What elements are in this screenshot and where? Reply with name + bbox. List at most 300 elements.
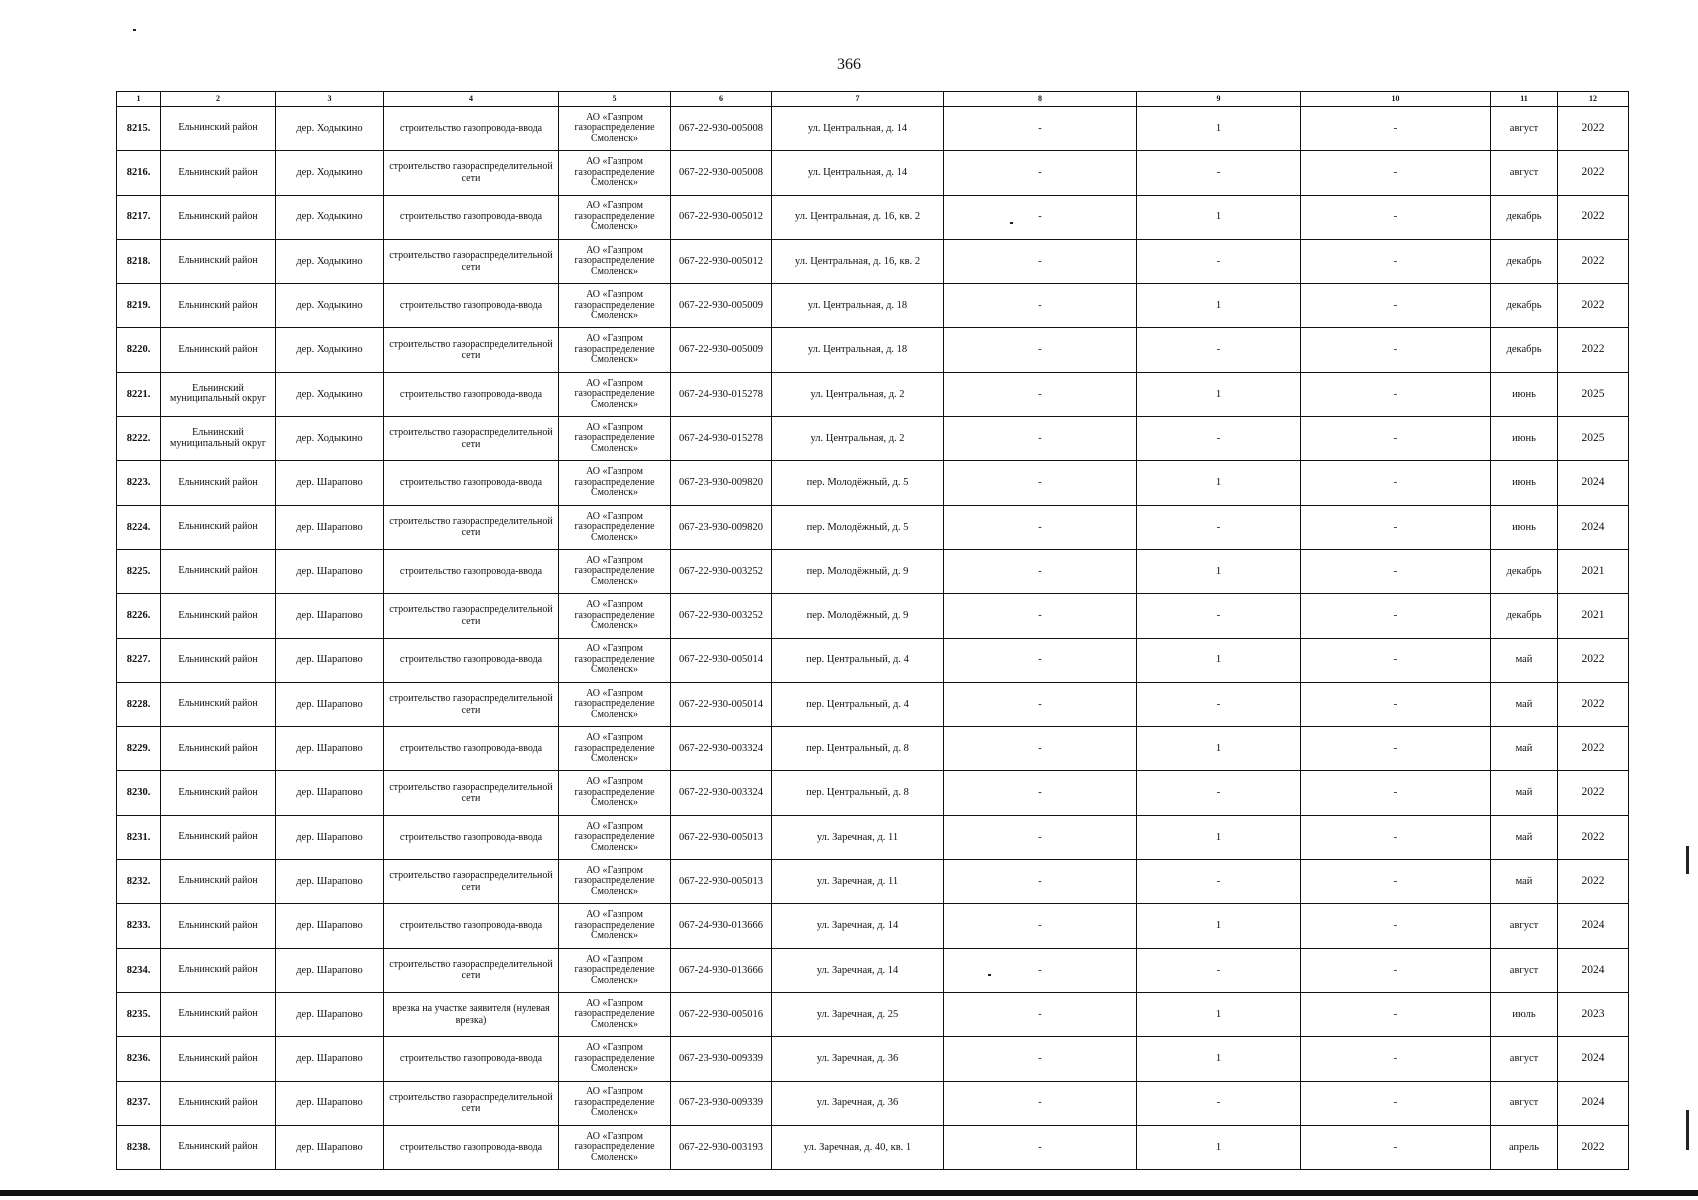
cell-address: пер. Молодёжный, д. 5: [772, 461, 944, 505]
cell-district: Ельнинский район: [161, 239, 276, 283]
cell-col-9-value: 1: [1137, 107, 1301, 151]
cell-settlement: дер. Шарапово: [276, 727, 384, 771]
cell-col-8-value: -: [944, 284, 1137, 328]
cell-application-number: 067-22-930-005016: [671, 992, 772, 1036]
table-row: [117, 1125, 1629, 1169]
cell-row-number: 8219.: [117, 284, 161, 328]
column-number-3: 3: [276, 92, 384, 107]
cell-col-10-value: -: [1301, 461, 1491, 505]
cell-organization: АО «Газпром газораспределение Смоленск»: [559, 992, 671, 1036]
column-number-10: 10: [1301, 92, 1491, 107]
cell-settlement: дер. Шарапово: [276, 948, 384, 992]
cell-month: июнь: [1491, 461, 1558, 505]
cell-col-9-value: -: [1137, 505, 1301, 549]
cell-month: август: [1491, 107, 1558, 151]
cell-month: декабрь: [1491, 195, 1558, 239]
cell-month: июль: [1491, 992, 1558, 1036]
cell-col-8-value: -: [944, 727, 1137, 771]
cell-district: Ельнинский район: [161, 151, 276, 195]
cell-col-8-value: -: [944, 505, 1137, 549]
cell-col-8-value: -: [944, 860, 1137, 904]
cell-col-8-value: -: [944, 549, 1137, 593]
cell-district: Ельнинский район: [161, 815, 276, 859]
table-row: [117, 417, 1629, 461]
cell-organization: АО «Газпром газораспределение Смоленск»: [559, 771, 671, 815]
cell-row-number: 8223.: [117, 461, 161, 505]
cell-row-number: 8238.: [117, 1125, 161, 1169]
cell-col-10-value: -: [1301, 417, 1491, 461]
registry-table: [116, 91, 1629, 1170]
cell-col-8-value: -: [944, 682, 1137, 726]
cell-year: 2025: [1558, 417, 1629, 461]
cell-settlement: дер. Ходыкино: [276, 328, 384, 372]
table-row: [117, 328, 1629, 372]
table-row: [117, 505, 1629, 549]
column-number-5: 5: [559, 92, 671, 107]
cell-organization: АО «Газпром газораспределение Смоленск»: [559, 328, 671, 372]
cell-address: пер. Центральный, д. 4: [772, 638, 944, 682]
cell-address: ул. Заречная, д. 36: [772, 1037, 944, 1081]
cell-col-8-value: -: [944, 904, 1137, 948]
table-row: [117, 372, 1629, 416]
table-row: [117, 815, 1629, 859]
cell-settlement: дер. Шарапово: [276, 771, 384, 815]
cell-organization: АО «Газпром газораспределение Смоленск»: [559, 239, 671, 283]
cell-month: май: [1491, 815, 1558, 859]
cell-address: ул. Центральная, д. 16, кв. 2: [772, 239, 944, 283]
cell-col-8-value: -: [944, 372, 1137, 416]
cell-month: август: [1491, 1081, 1558, 1125]
cell-organization: АО «Газпром газораспределение Смоленск»: [559, 1125, 671, 1169]
cell-district: Ельнинский район: [161, 328, 276, 372]
cell-col-10-value: -: [1301, 594, 1491, 638]
cell-organization: АО «Газпром газораспределение Смоленск»: [559, 904, 671, 948]
cell-settlement: дер. Шарапово: [276, 549, 384, 593]
cell-row-number: 8225.: [117, 549, 161, 593]
cell-district: Ельнинский район: [161, 904, 276, 948]
cell-application-number: 067-23-930-009339: [671, 1037, 772, 1081]
cell-col-10-value: -: [1301, 682, 1491, 726]
scan-edge-mark: [1686, 1110, 1689, 1150]
cell-col-8-value: -: [944, 461, 1137, 505]
cell-organization: АО «Газпром газораспределение Смоленск»: [559, 1037, 671, 1081]
cell-row-number: 8227.: [117, 638, 161, 682]
cell-col-9-value: 1: [1137, 1037, 1301, 1081]
cell-organization: АО «Газпром газораспределение Смоленск»: [559, 594, 671, 638]
cell-year: 2024: [1558, 1037, 1629, 1081]
page-number: 366: [837, 56, 861, 73]
column-number-11: 11: [1491, 92, 1558, 107]
cell-organization: АО «Газпром газораспределение Смоленск»: [559, 284, 671, 328]
cell-application-number: 067-22-930-005012: [671, 239, 772, 283]
table-body: [117, 107, 1629, 1170]
cell-work-type: строительство газопровода-ввода: [384, 727, 559, 771]
cell-col-8-value: -: [944, 771, 1137, 815]
cell-application-number: 067-22-930-005014: [671, 682, 772, 726]
cell-district: Ельнинский район: [161, 771, 276, 815]
table-row: [117, 107, 1629, 151]
cell-row-number: 8220.: [117, 328, 161, 372]
cell-col-10-value: -: [1301, 904, 1491, 948]
cell-district: Ельнинский район: [161, 549, 276, 593]
cell-col-8-value: -: [944, 195, 1137, 239]
cell-col-10-value: -: [1301, 992, 1491, 1036]
column-number-7: 7: [772, 92, 944, 107]
cell-row-number: 8217.: [117, 195, 161, 239]
cell-work-type: строительство газораспределительной сети: [384, 505, 559, 549]
table-row: [117, 151, 1629, 195]
cell-application-number: 067-24-930-013666: [671, 948, 772, 992]
column-number-12: 12: [1558, 92, 1629, 107]
cell-address: пер. Молодёжный, д. 9: [772, 594, 944, 638]
cell-work-type: строительство газопровода-ввода: [384, 549, 559, 593]
cell-district: Ельнинский район: [161, 1037, 276, 1081]
cell-year: 2022: [1558, 195, 1629, 239]
cell-col-9-value: -: [1137, 1081, 1301, 1125]
cell-year: 2022: [1558, 328, 1629, 372]
cell-settlement: дер. Шарапово: [276, 1125, 384, 1169]
cell-row-number: 8233.: [117, 904, 161, 948]
cell-application-number: 067-22-930-005013: [671, 815, 772, 859]
cell-address: ул. Центральная, д. 14: [772, 151, 944, 195]
cell-settlement: дер. Шарапово: [276, 638, 384, 682]
cell-organization: АО «Газпром газораспределение Смоленск»: [559, 727, 671, 771]
scan-edge-mark: [1686, 846, 1689, 874]
column-number-8: 8: [944, 92, 1137, 107]
scan-border-line: [0, 1190, 1698, 1196]
cell-month: апрель: [1491, 1125, 1558, 1169]
cell-address: ул. Заречная, д. 36: [772, 1081, 944, 1125]
cell-col-10-value: -: [1301, 328, 1491, 372]
table-row: [117, 638, 1629, 682]
cell-month: август: [1491, 904, 1558, 948]
cell-col-9-value: 1: [1137, 195, 1301, 239]
cell-application-number: 067-22-930-003252: [671, 549, 772, 593]
cell-col-10-value: -: [1301, 1037, 1491, 1081]
cell-col-9-value: -: [1137, 682, 1301, 726]
cell-year: 2025: [1558, 372, 1629, 416]
cell-district: Ельнинский район: [161, 594, 276, 638]
cell-work-type: строительство газораспределительной сети: [384, 1081, 559, 1125]
cell-district: Ельнинский район: [161, 505, 276, 549]
cell-work-type: строительство газопровода-ввода: [384, 284, 559, 328]
cell-district: Ельнинский район: [161, 727, 276, 771]
table-row: [117, 992, 1629, 1036]
cell-month: май: [1491, 771, 1558, 815]
cell-row-number: 8224.: [117, 505, 161, 549]
cell-settlement: дер. Шарапово: [276, 904, 384, 948]
cell-work-type: строительство газопровода-ввода: [384, 195, 559, 239]
cell-col-10-value: -: [1301, 948, 1491, 992]
cell-row-number: 8216.: [117, 151, 161, 195]
cell-district: Ельнинский район: [161, 1125, 276, 1169]
cell-month: август: [1491, 151, 1558, 195]
cell-year: 2022: [1558, 815, 1629, 859]
cell-organization: АО «Газпром газораспределение Смоленск»: [559, 815, 671, 859]
cell-application-number: 067-24-930-013666: [671, 904, 772, 948]
table-row: [117, 771, 1629, 815]
cell-district: Ельнинский район: [161, 1081, 276, 1125]
cell-address: ул. Заречная, д. 14: [772, 948, 944, 992]
cell-address: ул. Центральная, д. 14: [772, 107, 944, 151]
cell-address: ул. Центральная, д. 2: [772, 372, 944, 416]
cell-settlement: дер. Шарапово: [276, 860, 384, 904]
cell-month: декабрь: [1491, 549, 1558, 593]
table-row: [117, 727, 1629, 771]
cell-organization: АО «Газпром газораспределение Смоленск»: [559, 1081, 671, 1125]
cell-col-10-value: -: [1301, 195, 1491, 239]
cell-row-number: 8215.: [117, 107, 161, 151]
cell-application-number: 067-23-930-009339: [671, 1081, 772, 1125]
cell-organization: АО «Газпром газораспределение Смоленск»: [559, 107, 671, 151]
cell-work-type: строительство газораспределительной сети: [384, 948, 559, 992]
cell-month: июнь: [1491, 372, 1558, 416]
cell-month: август: [1491, 948, 1558, 992]
cell-settlement: дер. Ходыкино: [276, 239, 384, 283]
cell-settlement: дер. Шарапово: [276, 682, 384, 726]
cell-year: 2024: [1558, 461, 1629, 505]
cell-organization: АО «Газпром газораспределение Смоленск»: [559, 638, 671, 682]
cell-col-8-value: -: [944, 638, 1137, 682]
cell-month: декабрь: [1491, 284, 1558, 328]
cell-col-10-value: -: [1301, 727, 1491, 771]
column-number-row: [117, 92, 1629, 107]
cell-organization: АО «Газпром газораспределение Смоленск»: [559, 417, 671, 461]
cell-col-9-value: -: [1137, 594, 1301, 638]
cell-row-number: 8234.: [117, 948, 161, 992]
cell-row-number: 8221.: [117, 372, 161, 416]
cell-settlement: дер. Шарапово: [276, 815, 384, 859]
cell-application-number: 067-22-930-005012: [671, 195, 772, 239]
table-row: [117, 948, 1629, 992]
cell-settlement: дер. Ходыкино: [276, 372, 384, 416]
cell-application-number: 067-22-930-005008: [671, 151, 772, 195]
cell-work-type: строительство газопровода-ввода: [384, 461, 559, 505]
cell-district: Ельнинский район: [161, 461, 276, 505]
cell-address: пер. Центральный, д. 4: [772, 682, 944, 726]
cell-col-8-value: -: [944, 815, 1137, 859]
cell-year: 2024: [1558, 1081, 1629, 1125]
cell-year: 2023: [1558, 992, 1629, 1036]
cell-work-type: строительство газораспределительной сети: [384, 328, 559, 372]
cell-col-9-value: 1: [1137, 727, 1301, 771]
cell-work-type: строительство газораспределительной сети: [384, 239, 559, 283]
scan-speck: [988, 974, 991, 976]
cell-work-type: строительство газопровода-ввода: [384, 107, 559, 151]
cell-col-10-value: -: [1301, 549, 1491, 593]
cell-application-number: 067-24-930-015278: [671, 417, 772, 461]
cell-address: пер. Центральный, д. 8: [772, 771, 944, 815]
cell-col-10-value: -: [1301, 1081, 1491, 1125]
cell-row-number: 8229.: [117, 727, 161, 771]
cell-district: Ельнинский район: [161, 860, 276, 904]
cell-application-number: 067-22-930-003324: [671, 771, 772, 815]
cell-work-type: строительство газопровода-ввода: [384, 372, 559, 416]
cell-work-type: строительство газопровода-ввода: [384, 1125, 559, 1169]
cell-col-9-value: -: [1137, 860, 1301, 904]
scan-speck: [1010, 222, 1013, 224]
cell-month: декабрь: [1491, 239, 1558, 283]
cell-application-number: 067-22-930-005009: [671, 284, 772, 328]
cell-year: 2022: [1558, 107, 1629, 151]
cell-settlement: дер. Ходыкино: [276, 284, 384, 328]
cell-address: ул. Центральная, д. 18: [772, 328, 944, 372]
cell-col-9-value: 1: [1137, 992, 1301, 1036]
cell-col-9-value: 1: [1137, 638, 1301, 682]
cell-address: ул. Заречная, д. 11: [772, 860, 944, 904]
cell-month: июнь: [1491, 417, 1558, 461]
cell-col-9-value: 1: [1137, 815, 1301, 859]
table-row: [117, 549, 1629, 593]
cell-col-9-value: -: [1137, 948, 1301, 992]
cell-settlement: дер. Шарапово: [276, 1081, 384, 1125]
cell-application-number: 067-23-930-009820: [671, 505, 772, 549]
cell-col-8-value: -: [944, 151, 1137, 195]
table-row: [117, 461, 1629, 505]
cell-col-9-value: 1: [1137, 284, 1301, 328]
cell-col-10-value: -: [1301, 638, 1491, 682]
cell-settlement: дер. Шарапово: [276, 1037, 384, 1081]
cell-application-number: 067-22-930-003252: [671, 594, 772, 638]
cell-work-type: строительство газопровода-ввода: [384, 904, 559, 948]
cell-settlement: дер. Шарапово: [276, 505, 384, 549]
cell-organization: АО «Газпром газораспределение Смоленск»: [559, 505, 671, 549]
cell-district: Ельнинский район: [161, 682, 276, 726]
cell-row-number: 8218.: [117, 239, 161, 283]
cell-work-type: строительство газораспределительной сети: [384, 594, 559, 638]
cell-row-number: 8235.: [117, 992, 161, 1036]
cell-year: 2022: [1558, 771, 1629, 815]
cell-col-8-value: -: [944, 328, 1137, 372]
cell-settlement: дер. Шарапово: [276, 992, 384, 1036]
cell-month: май: [1491, 682, 1558, 726]
cell-work-type: строительство газопровода-ввода: [384, 638, 559, 682]
cell-organization: АО «Газпром газораспределение Смоленск»: [559, 860, 671, 904]
cell-work-type: строительство газопровода-ввода: [384, 815, 559, 859]
cell-district: Ельнинский район: [161, 948, 276, 992]
cell-settlement: дер. Шарапово: [276, 594, 384, 638]
cell-organization: АО «Газпром газораспределение Смоленск»: [559, 948, 671, 992]
table-row: [117, 594, 1629, 638]
cell-col-9-value: -: [1137, 151, 1301, 195]
cell-address: ул. Заречная, д. 40, кв. 1: [772, 1125, 944, 1169]
cell-application-number: 067-22-930-005009: [671, 328, 772, 372]
cell-row-number: 8226.: [117, 594, 161, 638]
cell-district: Ельнинский район: [161, 195, 276, 239]
cell-settlement: дер. Ходыкино: [276, 195, 384, 239]
cell-col-9-value: -: [1137, 417, 1301, 461]
cell-col-10-value: -: [1301, 151, 1491, 195]
cell-settlement: дер. Ходыкино: [276, 151, 384, 195]
cell-col-8-value: -: [944, 417, 1137, 461]
cell-row-number: 8231.: [117, 815, 161, 859]
cell-settlement: дер. Ходыкино: [276, 417, 384, 461]
table-row: [117, 860, 1629, 904]
cell-col-10-value: -: [1301, 239, 1491, 283]
cell-row-number: 8232.: [117, 860, 161, 904]
cell-col-10-value: -: [1301, 107, 1491, 151]
cell-work-type: строительство газораспределительной сети: [384, 860, 559, 904]
cell-month: декабрь: [1491, 328, 1558, 372]
cell-district: Ельнинский район: [161, 638, 276, 682]
cell-address: ул. Заречная, д. 14: [772, 904, 944, 948]
column-number-6: 6: [671, 92, 772, 107]
column-number-9: 9: [1137, 92, 1301, 107]
column-number-4: 4: [384, 92, 559, 107]
column-number-2: 2: [161, 92, 276, 107]
cell-address: ул. Заречная, д. 25: [772, 992, 944, 1036]
cell-col-8-value: -: [944, 992, 1137, 1036]
cell-year: 2022: [1558, 1125, 1629, 1169]
cell-col-8-value: -: [944, 594, 1137, 638]
cell-address: пер. Молодёжный, д. 5: [772, 505, 944, 549]
cell-row-number: 8237.: [117, 1081, 161, 1125]
cell-col-9-value: -: [1137, 771, 1301, 815]
table-row: [117, 904, 1629, 948]
column-number-1: 1: [117, 92, 161, 107]
cell-work-type: строительство газопровода-ввода: [384, 1037, 559, 1081]
scan-speck: [133, 29, 136, 31]
cell-col-9-value: -: [1137, 328, 1301, 372]
cell-application-number: 067-22-930-003193: [671, 1125, 772, 1169]
cell-work-type: строительство газораспределительной сети: [384, 417, 559, 461]
cell-col-8-value: -: [944, 239, 1137, 283]
cell-col-9-value: -: [1137, 239, 1301, 283]
cell-col-10-value: -: [1301, 372, 1491, 416]
cell-application-number: 067-24-930-015278: [671, 372, 772, 416]
cell-month: июнь: [1491, 505, 1558, 549]
cell-col-10-value: -: [1301, 505, 1491, 549]
table-row: [117, 1037, 1629, 1081]
cell-work-type: врезка на участке заявителя (нулевая врезка): [384, 992, 559, 1036]
cell-row-number: 8228.: [117, 682, 161, 726]
cell-year: 2024: [1558, 505, 1629, 549]
cell-district: Ельнинский муниципальный округ: [161, 417, 276, 461]
cell-col-10-value: -: [1301, 771, 1491, 815]
cell-settlement: дер. Шарапово: [276, 461, 384, 505]
cell-col-9-value: 1: [1137, 549, 1301, 593]
cell-col-8-value: -: [944, 1125, 1137, 1169]
cell-col-9-value: 1: [1137, 372, 1301, 416]
cell-address: пер. Молодёжный, д. 9: [772, 549, 944, 593]
cell-district: Ельнинский район: [161, 284, 276, 328]
cell-year: 2021: [1558, 594, 1629, 638]
cell-organization: АО «Газпром газораспределение Смоленск»: [559, 151, 671, 195]
cell-year: 2022: [1558, 727, 1629, 771]
cell-year: 2022: [1558, 239, 1629, 283]
cell-year: 2022: [1558, 860, 1629, 904]
cell-month: май: [1491, 860, 1558, 904]
cell-application-number: 067-22-930-003324: [671, 727, 772, 771]
table-row: [117, 682, 1629, 726]
cell-organization: АО «Газпром газораспределение Смоленск»: [559, 549, 671, 593]
cell-row-number: 8222.: [117, 417, 161, 461]
cell-year: 2022: [1558, 638, 1629, 682]
cell-col-8-value: -: [944, 948, 1137, 992]
cell-col-10-value: -: [1301, 815, 1491, 859]
cell-col-8-value: -: [944, 1037, 1137, 1081]
table-row: [117, 284, 1629, 328]
cell-row-number: 8236.: [117, 1037, 161, 1081]
table-row: [117, 195, 1629, 239]
cell-application-number: 067-23-930-009820: [671, 461, 772, 505]
cell-col-10-value: -: [1301, 860, 1491, 904]
cell-work-type: строительство газораспределительной сети: [384, 771, 559, 815]
table-row: [117, 239, 1629, 283]
cell-application-number: 067-22-930-005014: [671, 638, 772, 682]
cell-organization: АО «Газпром газораспределение Смоленск»: [559, 682, 671, 726]
cell-work-type: строительство газораспределительной сети: [384, 151, 559, 195]
